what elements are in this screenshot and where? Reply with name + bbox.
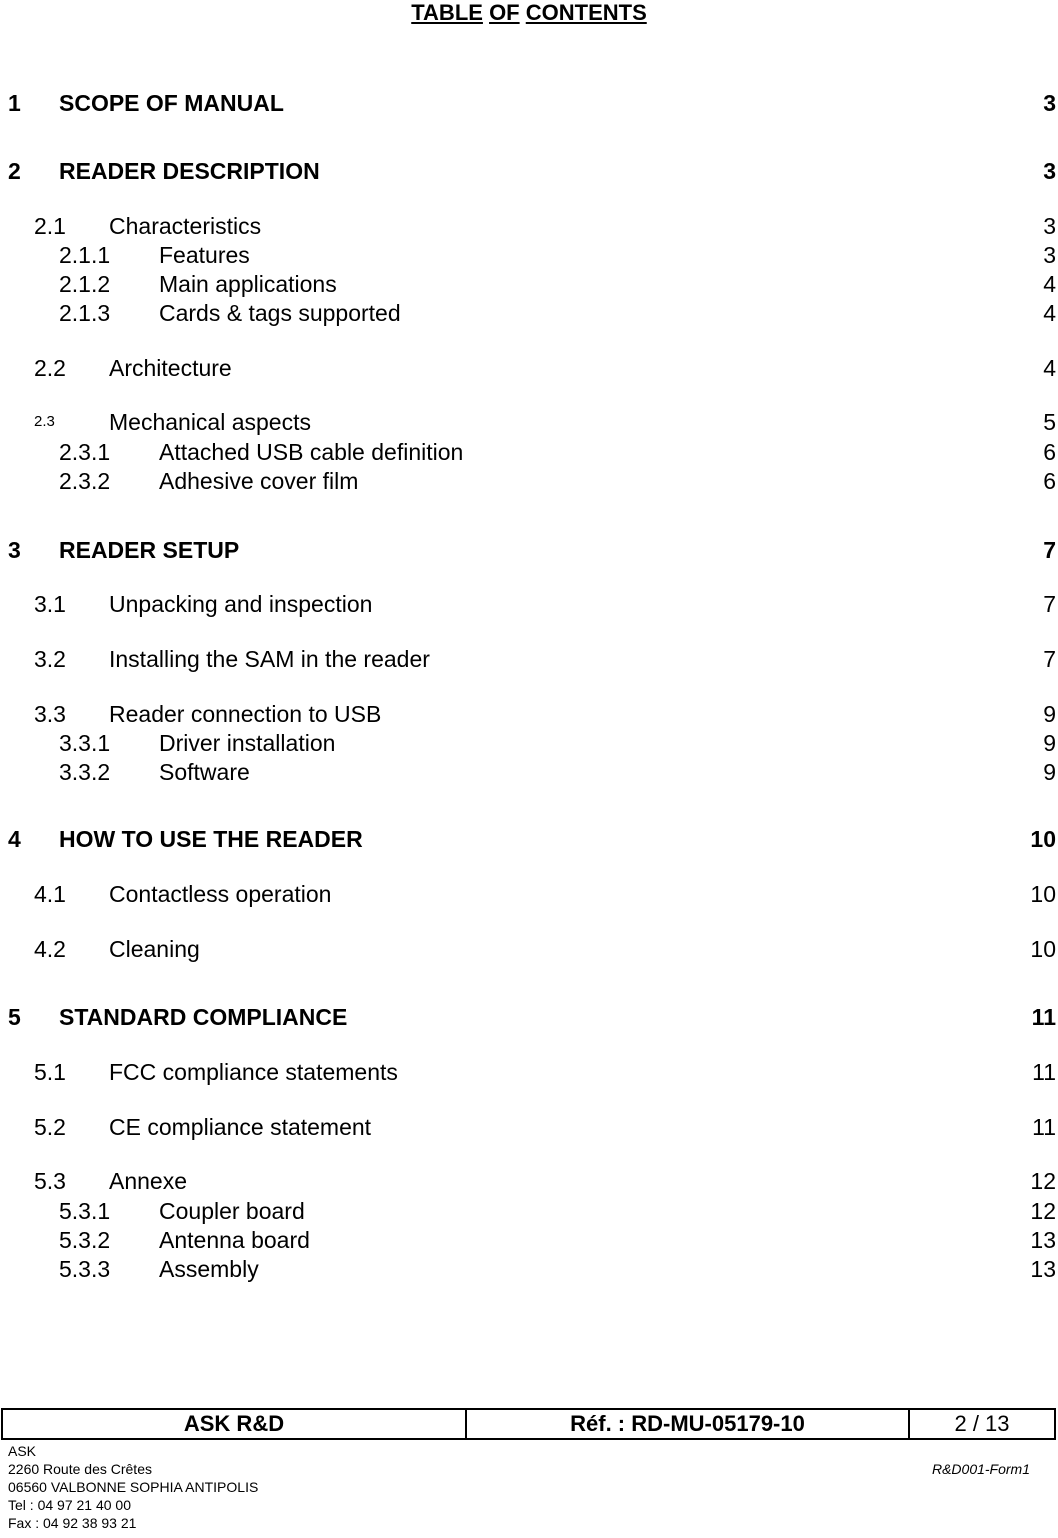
toc-entry-title: CE compliance statement <box>109 1114 372 1140</box>
address-line: Fax : 04 92 38 93 21 <box>8 1515 137 1531</box>
toc-entry-number: 2 <box>8 158 21 184</box>
toc-entry-title: HOW TO USE THE READER <box>59 826 363 852</box>
footer-address <box>8 1442 258 1532</box>
toc-entry-title: SCOPE OF MANUAL <box>59 90 284 116</box>
toc-entry-title: Annexe <box>109 1168 188 1194</box>
toc-entry-page: 11 <box>1032 1114 1056 1140</box>
toc-entry[interactable] <box>0 1256 1058 1282</box>
toc-entry-page: 6 <box>1043 468 1056 494</box>
toc-entry[interactable] <box>0 242 1058 268</box>
toc-entry-number: 4.1 <box>34 881 66 907</box>
toc-entry[interactable] <box>0 936 1058 962</box>
toc-entry[interactable] <box>0 213 1058 239</box>
toc-entry-number: 2.1.2 <box>59 271 111 297</box>
address-line: 06560 VALBONNE SOPHIA ANTIPOLIS <box>8 1479 259 1495</box>
toc-entry[interactable] <box>0 591 1058 617</box>
toc-entry-page: 11 <box>1032 1059 1056 1085</box>
page-title <box>0 0 1058 26</box>
toc-entry-number: 3.3.1 <box>59 730 111 756</box>
toc-entry[interactable] <box>0 439 1058 465</box>
toc-entry-number: 5.3.2 <box>59 1227 111 1253</box>
toc-entry-page: 13 <box>1030 1256 1056 1282</box>
toc-entry[interactable] <box>0 1114 1058 1140</box>
toc-entry-page: 4 <box>1043 355 1056 381</box>
toc-entry[interactable] <box>0 271 1058 297</box>
toc-entry-page: 5 <box>1043 409 1056 435</box>
toc-entry-number: 4.2 <box>34 936 66 962</box>
toc-entry-title: Cards & tags supported <box>159 300 401 326</box>
toc-entry-page: 4 <box>1043 271 1056 297</box>
toc-entry[interactable] <box>0 646 1058 672</box>
toc-entry-page: 12 <box>1030 1168 1056 1194</box>
title-word-contents: CONTENTS <box>525 0 647 25</box>
toc-entry-title: Assembly <box>159 1256 259 1282</box>
toc-entry-title: Attached USB cable definition <box>159 439 464 465</box>
toc-entry-number: 1 <box>8 90 21 116</box>
toc-entry-title: READER SETUP <box>59 537 240 563</box>
toc-entry-number: 5.2 <box>34 1114 66 1140</box>
toc-entry[interactable] <box>0 90 1058 116</box>
toc-entry[interactable] <box>0 1227 1058 1253</box>
toc-entry-number: 3.3.2 <box>59 759 111 785</box>
toc-entry-title: Contactless operation <box>109 881 332 907</box>
toc-entry-page: 7 <box>1043 591 1056 617</box>
toc-entry-number: 2.2 <box>34 355 66 381</box>
toc-entry[interactable] <box>0 409 1058 435</box>
toc-entry-page: 9 <box>1043 701 1056 727</box>
toc-entry-page: 9 <box>1043 730 1056 756</box>
toc-entry-title: FCC compliance statements <box>109 1059 398 1085</box>
toc-entry-page: 3 <box>1043 213 1056 239</box>
toc-entry-number: 5.3 <box>34 1168 66 1194</box>
toc-entry[interactable] <box>0 730 1058 756</box>
toc-entry-number: 5.1 <box>34 1059 66 1085</box>
toc-entry-title: Adhesive cover film <box>159 468 359 494</box>
toc-entry-page: 12 <box>1030 1198 1056 1224</box>
toc-entry-title: Coupler board <box>159 1198 305 1224</box>
toc-entry-title: Reader connection to USB <box>109 701 382 727</box>
toc-entry-page: 11 <box>1031 1004 1056 1030</box>
toc-entry[interactable] <box>0 300 1058 326</box>
title-word-table: TABLE <box>411 0 483 25</box>
toc-entry-title: READER DESCRIPTION <box>59 158 320 184</box>
address-line: 2260 Route des Crêtes <box>8 1461 152 1477</box>
toc-entry-title: Architecture <box>109 355 232 381</box>
toc-entry-number: 4 <box>8 826 21 852</box>
toc-entry-title: Unpacking and inspection <box>109 591 373 617</box>
toc-entry-number: 3.1 <box>34 591 66 617</box>
toc-entry-page: 7 <box>1043 646 1056 672</box>
toc-entry-page: 10 <box>1030 881 1056 907</box>
toc-entry[interactable] <box>0 1004 1058 1030</box>
toc-entry-number: 2.1.1 <box>59 242 111 268</box>
toc-entry-title: Mechanical aspects <box>109 409 311 435</box>
toc-entry[interactable] <box>0 158 1058 184</box>
toc-entry[interactable] <box>0 1198 1058 1224</box>
toc-entry-title: Installing the SAM in the reader <box>109 646 430 672</box>
toc-entry[interactable] <box>0 468 1058 494</box>
toc-entry-title: Software <box>159 759 250 785</box>
toc-entry[interactable] <box>0 759 1058 785</box>
toc-entry-number: 2.1 <box>34 213 66 239</box>
footer-info-table <box>1 1408 1056 1440</box>
toc-entry-number: 3.3 <box>34 701 66 727</box>
footer-page-number: 2 / 13 <box>954 1411 1010 1436</box>
toc-entry-title: Cleaning <box>109 936 200 962</box>
toc-entry[interactable] <box>0 355 1058 381</box>
toc-entry-number: 2.3 <box>34 413 55 430</box>
toc-entry-number: 2.3.1 <box>59 439 111 465</box>
footer-form-id: R&D001-Form1 <box>931 1461 1030 1477</box>
toc-entry-title: Features <box>159 242 250 268</box>
address-line: Tel : 04 97 21 40 00 <box>8 1497 131 1513</box>
address-line: ASK <box>8 1443 37 1459</box>
toc-entry-number: 3 <box>8 537 21 563</box>
toc-entry-title: Characteristics <box>109 213 262 239</box>
toc-entry-number: 5 <box>8 1004 21 1030</box>
toc-entry-page: 4 <box>1043 300 1056 326</box>
toc-entry-page: 7 <box>1043 537 1056 563</box>
toc-entry[interactable] <box>0 826 1058 852</box>
toc-entry-number: 3.2 <box>34 646 66 672</box>
toc-entry[interactable] <box>0 701 1058 727</box>
toc-entry-page: 3 <box>1043 158 1056 184</box>
toc-entry-page: 3 <box>1043 90 1056 116</box>
toc-entry-title: Main applications <box>159 271 337 297</box>
footer-company: ASK R&D <box>3 1410 467 1438</box>
toc-entry-number: 2.3.2 <box>59 468 111 494</box>
toc-entry[interactable] <box>0 537 1058 563</box>
toc-entry[interactable] <box>0 1059 1058 1085</box>
toc-entry-page: 10 <box>1030 826 1056 852</box>
toc-entry-title: Antenna board <box>159 1227 310 1253</box>
toc-entry-page: 10 <box>1030 936 1056 962</box>
toc-entry[interactable] <box>0 1168 1058 1194</box>
title-word-of: OF <box>489 0 520 25</box>
footer-reference: Réf. : RD-MU-05179-10 <box>467 1410 910 1438</box>
toc-entry-number: 5.3.1 <box>59 1198 111 1224</box>
toc-entry-number: 2.1.3 <box>59 300 111 326</box>
toc-entry[interactable] <box>0 881 1058 907</box>
toc-entry-title: STANDARD COMPLIANCE <box>59 1004 348 1030</box>
toc-entry-page: 9 <box>1043 759 1056 785</box>
toc-entry-title: Driver installation <box>159 730 336 756</box>
toc-entry-page: 6 <box>1043 439 1056 465</box>
toc-entry-number: 5.3.3 <box>59 1256 111 1282</box>
toc-entry-page: 3 <box>1043 242 1056 268</box>
toc-entry-page: 13 <box>1030 1227 1056 1253</box>
